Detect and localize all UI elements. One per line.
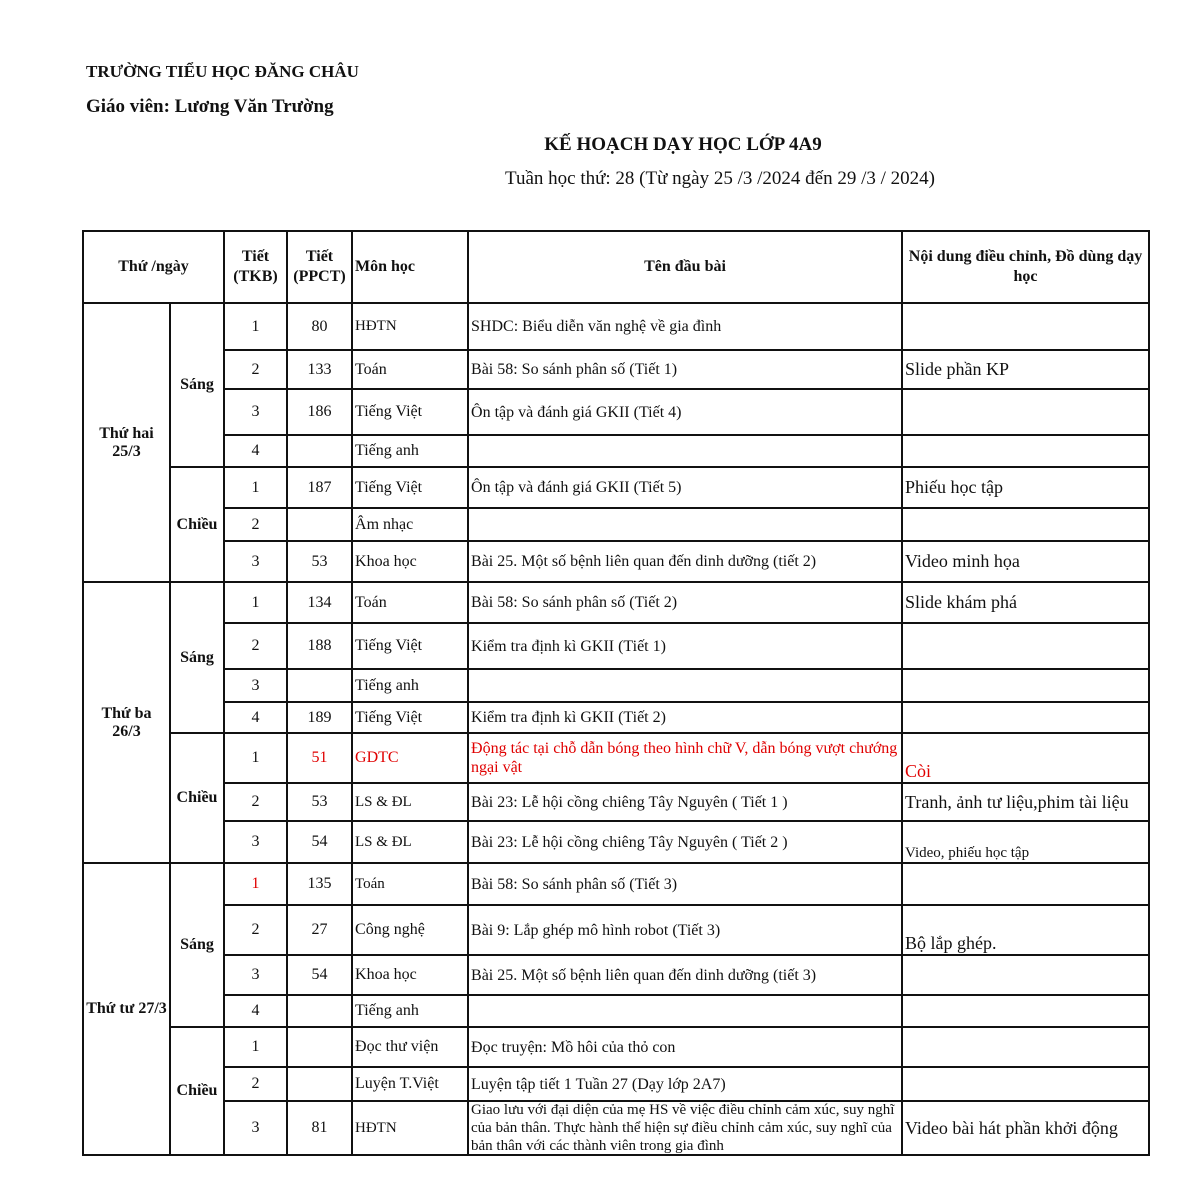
tkb-cell: 1 (224, 467, 287, 508)
subject-cell: GDTC (352, 733, 468, 783)
lesson-cell: Kiểm tra định kì GKII (Tiết 2) (468, 702, 902, 733)
tkb-cell: 2 (224, 905, 287, 955)
table-row (83, 863, 1149, 905)
col-header-subject: Môn học (352, 231, 468, 303)
ppct-cell (287, 1027, 352, 1067)
table-row (83, 582, 1149, 623)
teacher-name: Giáo viên: Lương Văn Trường (86, 96, 334, 117)
table-row (83, 303, 1149, 350)
tkb-cell: 1 (224, 582, 287, 623)
lesson-cell: Bài 23: Lễ hội cồng chiêng Tây Nguyên ( Tiết 1 ) (468, 783, 902, 821)
col-header-lesson: Tên đầu bài (468, 231, 902, 303)
subject-cell: Tiếng Việt (352, 702, 468, 733)
ppct-cell: 54 (287, 821, 352, 863)
note-cell (902, 1027, 1149, 1067)
day-cell: Thứ hai 25/3 (83, 303, 170, 582)
ppct-cell: 53 (287, 783, 352, 821)
lesson-cell: Động tác tại chỗ dẫn bóng theo hình chữ V, dẫn bóng vượt chướng ngại vật (468, 733, 902, 783)
lesson-cell (468, 508, 902, 541)
table-row (83, 389, 1149, 435)
col-header-notes: Nội dung điều chỉnh, Đồ dùng dạy học (902, 231, 1149, 303)
tkb-cell: 1 (224, 733, 287, 783)
note-cell (902, 508, 1149, 541)
tkb-cell: 2 (224, 783, 287, 821)
subject-cell: Tiếng anh (352, 435, 468, 467)
tkb-cell: 4 (224, 435, 287, 467)
subject-cell: Luyện T.Việt (352, 1067, 468, 1101)
ppct-cell: 54 (287, 955, 352, 995)
tkb-cell: 3 (224, 389, 287, 435)
col-header-day: Thứ /ngày (83, 231, 224, 303)
ppct-cell (287, 1067, 352, 1101)
ppct-cell (287, 995, 352, 1027)
lesson-cell (468, 669, 902, 702)
note-cell: Còi (902, 733, 1149, 783)
lesson-cell: Kiểm tra định kì GKII (Tiết 1) (468, 623, 902, 669)
subject-cell: Tiếng Việt (352, 389, 468, 435)
session-cell: Sáng (170, 303, 224, 467)
tkb-cell: 4 (224, 995, 287, 1027)
note-cell (902, 389, 1149, 435)
subject-cell: LS & ĐL (352, 821, 468, 863)
session-cell: Sáng (170, 863, 224, 1027)
ppct-cell (287, 669, 352, 702)
lesson-cell: SHDC: Biểu diễn văn nghệ về gia đình (468, 303, 902, 350)
ppct-cell: 81 (287, 1101, 352, 1155)
tkb-cell: 3 (224, 955, 287, 995)
session-cell: Sáng (170, 582, 224, 733)
note-cell (902, 863, 1149, 905)
ppct-cell: 51 (287, 733, 352, 783)
table-row (83, 733, 1149, 783)
ppct-cell: 187 (287, 467, 352, 508)
table-row (83, 783, 1149, 821)
table-row (83, 467, 1149, 508)
note-cell (902, 669, 1149, 702)
tkb-cell: 4 (224, 702, 287, 733)
subject-cell: Tiếng Việt (352, 467, 468, 508)
table-row (83, 623, 1149, 669)
table-row (83, 1027, 1149, 1067)
lesson-cell: Bài 58: So sánh phân số (Tiết 2) (468, 582, 902, 623)
session-cell: Chiều (170, 467, 224, 582)
lesson-cell: Bài 25. Một số bệnh liên quan đến dinh dưỡng (tiết 2) (468, 541, 902, 582)
day-cell: Thứ tư 27/3 (83, 863, 170, 1155)
subject-cell: LS & ĐL (352, 783, 468, 821)
note-cell (902, 955, 1149, 995)
subject-cell: Toán (352, 582, 468, 623)
subject-cell: Đọc thư viện (352, 1027, 468, 1067)
ppct-cell: 188 (287, 623, 352, 669)
tkb-cell: 3 (224, 541, 287, 582)
lesson-cell: Ôn tập và đánh giá GKII (Tiết 5) (468, 467, 902, 508)
table-row (83, 821, 1149, 863)
tkb-cell: 2 (224, 623, 287, 669)
note-cell (902, 1067, 1149, 1101)
note-cell: Bộ lắp ghép. (902, 905, 1149, 955)
note-cell: Video minh họa (902, 541, 1149, 582)
lesson-cell: Đọc truyện: Mồ hôi của thỏ con (468, 1027, 902, 1067)
table-row (83, 1067, 1149, 1101)
table-row (83, 1101, 1149, 1155)
session-cell: Chiều (170, 1027, 224, 1155)
lesson-cell: Luyện tập tiết 1 Tuần 27 (Dạy lớp 2A7) (468, 1067, 902, 1101)
table-row (83, 995, 1149, 1027)
table-row (83, 508, 1149, 541)
table-row (83, 702, 1149, 733)
ppct-cell (287, 508, 352, 541)
lesson-cell (468, 995, 902, 1027)
tkb-cell: 3 (224, 821, 287, 863)
tkb-cell: 2 (224, 508, 287, 541)
table-row (83, 350, 1149, 389)
tkb-cell: 3 (224, 669, 287, 702)
col-header-tkb: Tiết (TKB) (224, 231, 287, 303)
note-cell: Phiếu học tập (902, 467, 1149, 508)
note-cell: Slide phần KP (902, 350, 1149, 389)
table-row (83, 955, 1149, 995)
subject-cell: Âm nhạc (352, 508, 468, 541)
subject-cell: Tiếng anh (352, 669, 468, 702)
ppct-cell: 135 (287, 863, 352, 905)
lesson-plan-table (82, 230, 1150, 1156)
subject-cell: HĐTN (352, 1101, 468, 1155)
lesson-cell: Bài 58: So sánh phân số (Tiết 3) (468, 863, 902, 905)
school-name: TRƯỜNG TIỂU HỌC ĐĂNG CHÂU (86, 62, 359, 81)
document-title: KẾ HOẠCH DẠY HỌC LỚP 4A9 (544, 134, 822, 155)
col-header-ppct: Tiết (PPCT) (287, 231, 352, 303)
subject-cell: Tiếng anh (352, 995, 468, 1027)
week-range: Tuần học thứ: 28 (Từ ngày 25 /3 /2024 đến 29 /3 / 2024) (505, 168, 935, 189)
subject-cell: Toán (352, 350, 468, 389)
tkb-cell: 1 (224, 303, 287, 350)
ppct-cell: 27 (287, 905, 352, 955)
ppct-cell: 189 (287, 702, 352, 733)
ppct-cell: 186 (287, 389, 352, 435)
ppct-cell: 80 (287, 303, 352, 350)
tkb-cell: 2 (224, 1067, 287, 1101)
subject-cell: Khoa học (352, 955, 468, 995)
table-row (83, 541, 1149, 582)
session-cell: Chiều (170, 733, 224, 863)
ppct-cell: 53 (287, 541, 352, 582)
lesson-cell: Bài 58: So sánh phân số (Tiết 1) (468, 350, 902, 389)
tkb-cell: 3 (224, 1101, 287, 1155)
note-cell (902, 623, 1149, 669)
lesson-cell: Bài 25. Một số bệnh liên quan đến dinh dưỡng (tiết 3) (468, 955, 902, 995)
tkb-cell: 1 (224, 1027, 287, 1067)
table-header-row (83, 231, 1149, 303)
ppct-cell: 133 (287, 350, 352, 389)
subject-cell: Toán (352, 863, 468, 905)
tkb-cell: 1 (224, 863, 287, 905)
lesson-cell (468, 435, 902, 467)
subject-cell: Tiếng Việt (352, 623, 468, 669)
lesson-cell (468, 1101, 902, 1155)
ppct-cell: 134 (287, 582, 352, 623)
note-cell (902, 303, 1149, 350)
lesson-cell: Bài 9: Lắp ghép mô hình robot (Tiết 3) (468, 905, 902, 955)
table-row (83, 669, 1149, 702)
lesson-cell: Bài 23: Lễ hội cồng chiêng Tây Nguyên ( Tiết 2 ) (468, 821, 902, 863)
subject-cell: Công nghệ (352, 905, 468, 955)
tkb-cell: 2 (224, 350, 287, 389)
note-cell: Tranh, ảnh tư liệu,phim tài liệu (902, 783, 1149, 821)
note-cell (902, 435, 1149, 467)
table-row (83, 905, 1149, 955)
lesson-cell: Ôn tập và đánh giá GKII (Tiết 4) (468, 389, 902, 435)
ppct-cell (287, 435, 352, 467)
note-cell (902, 995, 1149, 1027)
subject-cell: Khoa học (352, 541, 468, 582)
subject-cell: HĐTN (352, 303, 468, 350)
note-cell: Video, phiếu học tập (902, 821, 1149, 863)
note-cell (902, 702, 1149, 733)
day-cell: Thứ ba 26/3 (83, 582, 170, 863)
table-row (83, 435, 1149, 467)
lesson-text: Giao lưu với đại diện của mẹ HS về việc điều chỉnh cảm xúc, suy nghĩ của bản thân. Thực hành thể hiện sự điều chỉnh cảm xúc, suy nghĩ của bản thân với các thành viên trong gia đình (471, 1103, 895, 1153)
note-cell: Video bài hát phần khởi động (902, 1101, 1149, 1155)
note-cell: Slide khám phá (902, 582, 1149, 623)
